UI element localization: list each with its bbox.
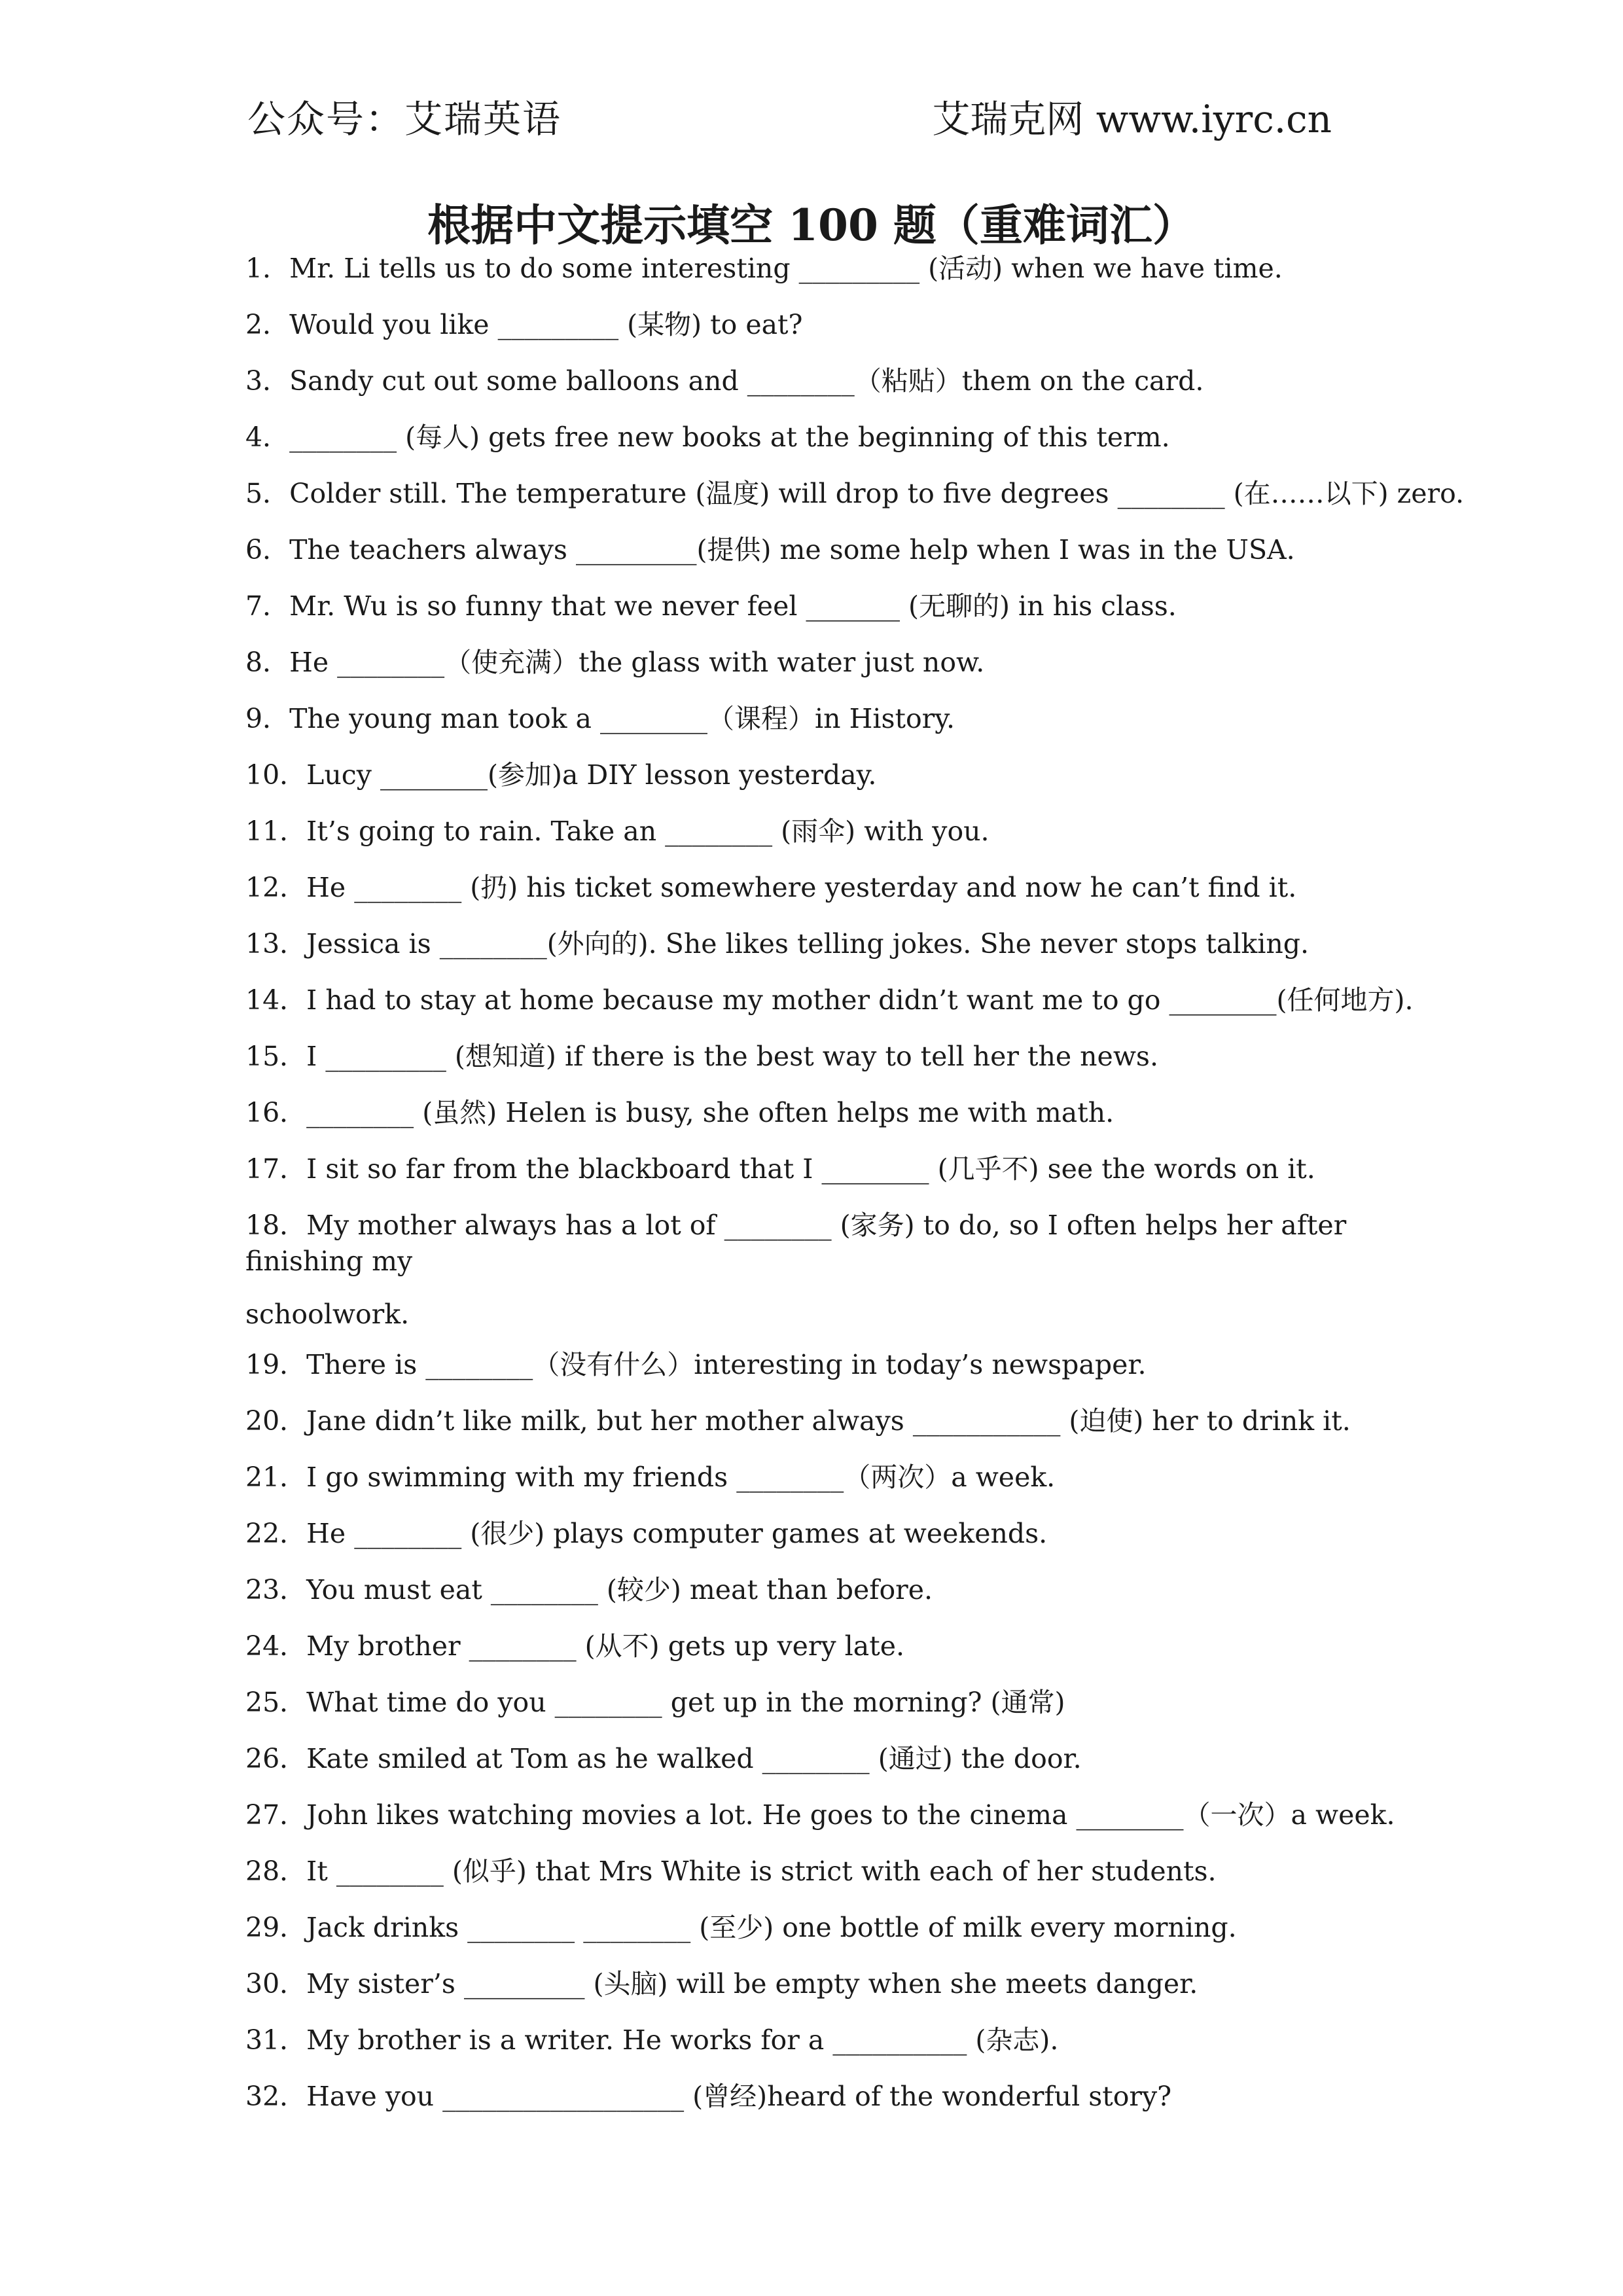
question-1 [245, 251, 1397, 287]
question-number: 11． [245, 816, 307, 847]
question-25 [245, 1685, 1397, 1721]
question-31 [245, 2022, 1397, 2058]
question-text: Jane didn’t like milk, but her mother always ___________ (迫使) her to drink it. [306, 1405, 1351, 1437]
question-2 [245, 307, 1397, 343]
question-number: 32． [245, 2081, 307, 2112]
question-28 [245, 1854, 1397, 1890]
question-number: 29． [245, 1912, 307, 1943]
question-text: Have you __________________ (曾经)heard of the wonderful story? [306, 2081, 1172, 2112]
question-number: 12． [245, 872, 307, 903]
header-account-name: 公众号：艾瑞英语 [247, 97, 562, 141]
question-text: My mother always has a lot of ________ (家务) to do, so I often helps her after finishing my [245, 1210, 1347, 1277]
question-number: 30． [245, 1968, 307, 2000]
question-text: Jessica is ________(外向的). She likes telling jokes. She never stops talking. [306, 928, 1310, 960]
question-19 [245, 1347, 1397, 1383]
question-number: 10． [245, 759, 307, 791]
question-number: 14． [245, 984, 307, 1016]
question-text: My sister’s _________ (头脑) will be empty when she meets danger. [306, 1968, 1198, 2000]
question-number: 27． [245, 1799, 307, 1831]
question-text: What time do you ________ get up in the morning? (通常) [306, 1687, 1065, 1718]
question-number: 6． [245, 534, 290, 565]
question-number: 15． [245, 1041, 307, 1072]
question-text: You must eat ________ (较少) meat than before. [306, 1574, 933, 1605]
question-3 [245, 363, 1397, 399]
question-number: 4． [245, 422, 290, 453]
question-text: Would you like _________ (某物) to eat? [289, 309, 803, 340]
question-5 [245, 476, 1465, 512]
question-11 [245, 814, 1397, 850]
question-text: My brother ________ (从不) gets up very late. [306, 1630, 905, 1662]
question-30 [245, 1966, 1397, 2002]
question-number: 7． [245, 590, 290, 622]
question-number: 9． [245, 703, 290, 734]
header-website: 艾瑞克网 www.iyrc.cn [932, 97, 1332, 141]
question-14 [245, 982, 1414, 1018]
question-text: He ________（使充满）the glass with water just now. [289, 647, 985, 678]
question-29 [245, 1910, 1397, 1946]
question-text: I sit so far from the blackboard that I ________ (几乎不) see the words on it. [306, 1153, 1315, 1185]
question-18 [245, 1208, 1397, 1333]
question-text: My brother is a writer. He works for a __________ (杂志). [306, 2024, 1059, 2056]
question-number: 18． [245, 1210, 307, 1241]
question-text: Jack drinks ________ ________ (至少) one bottle of milk every morning. [306, 1912, 1237, 1943]
question-number: 3． [245, 365, 290, 397]
page-title: 根据中文提示填空 100 题（重难词汇） [427, 200, 1196, 251]
question-6 [245, 532, 1397, 568]
question-number: 28． [245, 1856, 307, 1887]
question-17 [245, 1151, 1397, 1187]
question-13 [245, 926, 1397, 962]
question-text: Mr. Wu is so funny that we never feel _______ (无聊的) in his class. [289, 590, 1177, 622]
question-4 [245, 420, 1397, 456]
question-number: 26． [245, 1743, 307, 1774]
question-number: 16． [245, 1097, 307, 1128]
question-text: Sandy cut out some balloons and ________（粘贴）them on the card. [289, 365, 1204, 397]
question-9 [245, 701, 1397, 737]
question-text: ________ (每人) gets free new books at the beginning of this term. [289, 422, 1170, 453]
question-text: He ________ (很少) plays computer games at weekends. [306, 1518, 1048, 1549]
question-list [245, 251, 1465, 2135]
question-number: 5． [245, 478, 290, 509]
question-number: 13． [245, 928, 307, 960]
question-number: 20． [245, 1405, 307, 1437]
question-text: He ________ (扔) his ticket somewhere yesterday and now he can’t find it. [306, 872, 1297, 903]
question-text: Colder still. The temperature (温度) will drop to five degrees ________ (在……以下) zero. [289, 478, 1465, 509]
question-21 [245, 1460, 1397, 1496]
question-text: Mr. Li tells us to do some interesting _________ (活动) when we have time. [289, 253, 1283, 284]
question-12 [245, 870, 1397, 906]
question-26 [245, 1741, 1397, 1777]
question-number: 1． [245, 253, 290, 284]
question-text: I had to stay at home because my mother didn’t want me to go ________(任何地方). [306, 984, 1414, 1016]
question-number: 21． [245, 1462, 307, 1493]
question-32 [245, 2079, 1397, 2115]
question-text: John likes watching movies a lot. He goes to the cinema ________（一次）a week. [306, 1799, 1395, 1831]
question-23 [245, 1572, 1397, 1608]
question-15 [245, 1039, 1397, 1075]
question-text-continued: schoolwork. [245, 1299, 410, 1330]
question-text: It ________ (似乎) that Mrs White is strict with each of her students. [306, 1856, 1217, 1887]
question-10 [245, 757, 1397, 793]
question-number: 25． [245, 1687, 307, 1718]
question-text: I _________ (想知道) if there is the best way to tell her the news. [306, 1041, 1158, 1072]
question-8 [245, 645, 1397, 681]
question-text: Kate smiled at Tom as he walked ________ (通过) the door. [306, 1743, 1082, 1774]
question-20 [245, 1403, 1397, 1439]
question-22 [245, 1516, 1397, 1552]
question-text: It’s going to rain. Take an ________ (雨伞) with you. [306, 816, 990, 847]
question-number: 2． [245, 309, 290, 340]
question-number: 24． [245, 1630, 307, 1662]
question-27 [245, 1797, 1397, 1833]
question-text: ________ (虽然) Helen is busy, she often helps me with math. [306, 1097, 1115, 1128]
question-number: 31． [245, 2024, 307, 2056]
question-text: I go swimming with my friends ________（两次）a week. [306, 1462, 1056, 1493]
question-7 [245, 588, 1397, 624]
question-text: The teachers always _________(提供) me some help when I was in the USA. [289, 534, 1295, 565]
question-text: Lucy ________(参加)a DIY lesson yesterday. [306, 759, 877, 791]
question-number: 17． [245, 1153, 307, 1185]
question-number: 8． [245, 647, 290, 678]
question-text: There is ________（没有什么）interesting in today’s newspaper. [306, 1349, 1147, 1380]
question-16 [245, 1095, 1397, 1131]
question-number: 22． [245, 1518, 307, 1549]
question-24 [245, 1628, 1397, 1664]
question-text: The young man took a ________（课程）in History. [289, 703, 955, 734]
question-number: 23． [245, 1574, 307, 1605]
question-number: 19． [245, 1349, 307, 1380]
